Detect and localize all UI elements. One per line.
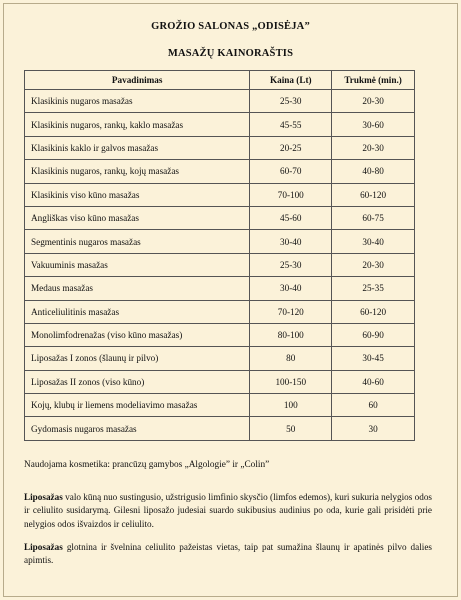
cell-duration: 20-30 <box>332 90 415 113</box>
cell-service-name: Angliškas viso kūno masažas <box>25 206 250 229</box>
cell-duration: 30-40 <box>332 230 415 253</box>
cell-price: 100-150 <box>250 370 332 393</box>
cell-price: 45-55 <box>250 113 332 136</box>
table-row <box>25 253 415 276</box>
cell-price: 25-30 <box>250 90 332 113</box>
cell-price: 70-120 <box>250 300 332 323</box>
cell-price: 80 <box>250 347 332 370</box>
paragraph-term: Liposažas <box>24 492 63 502</box>
cell-service-name: Vakuuminis masažas <box>25 253 250 276</box>
cell-service-name: Klasikinis nugaros, rankų, kaklo masažas <box>25 113 250 136</box>
cell-duration: 20-30 <box>332 253 415 276</box>
cell-duration: 25-35 <box>332 277 415 300</box>
cell-duration: 60-120 <box>332 183 415 206</box>
table-row <box>25 230 415 253</box>
liposage-paragraph-2 <box>24 541 432 568</box>
table-row <box>25 347 415 370</box>
cell-service-name: Klasikinis nugaros masažas <box>25 90 250 113</box>
column-header-duration: Trukmė (min.) <box>332 71 415 90</box>
cell-service-name: Anticeliulitinis masažas <box>25 300 250 323</box>
cell-duration: 40-80 <box>332 160 415 183</box>
table-row <box>25 370 415 393</box>
cell-duration: 20-30 <box>332 136 415 159</box>
cell-price: 45-60 <box>250 206 332 229</box>
table-row <box>25 206 415 229</box>
cell-price: 30-40 <box>250 230 332 253</box>
table-row <box>25 300 415 323</box>
table-row <box>25 394 415 417</box>
cell-price: 80-100 <box>250 323 332 346</box>
paragraph-text: valo kūną nuo sustingusio, užstrigusio limfinio skysčio (limfos edemos), kuri sukuria nelygios odos ir celiulito susidarymą. Gilesni liposažo judesiai suardo sukibusius audinius po oda, kurie gali prisidėti prie nelygios odos išvaizdos ir celiulito. <box>24 492 432 529</box>
paragraph-text: glotnina ir švelnina celiulito pažeistas vietas, taip pat sumažina šlaunų ir apatinės pilvo dalies apimtis. <box>24 542 432 566</box>
table-row <box>25 323 415 346</box>
cell-service-name: Klasikinis kaklo ir galvos masažas <box>25 136 250 159</box>
cell-price: 100 <box>250 394 332 417</box>
table-row <box>25 277 415 300</box>
table-row <box>25 160 415 183</box>
cell-duration: 40-60 <box>332 370 415 393</box>
cell-service-name: Gydomasis nugaros masažas <box>25 417 250 440</box>
cell-duration: 60 <box>332 394 415 417</box>
cell-service-name: Klasikinis nugaros, rankų, kojų masažas <box>25 160 250 183</box>
cell-duration: 30-60 <box>332 113 415 136</box>
cell-duration: 60-120 <box>332 300 415 323</box>
cell-price: 30-40 <box>250 277 332 300</box>
paragraph-term: Liposažas <box>24 542 63 552</box>
cell-service-name: Liposažas I zonos (šlaunų ir pilvo) <box>25 347 250 370</box>
table-row <box>25 113 415 136</box>
cell-service-name: Kojų, klubų ir liemens modeliavimo masažas <box>25 394 250 417</box>
cell-service-name: Liposažas II zonos (viso kūno) <box>25 370 250 393</box>
cell-duration: 30-45 <box>332 347 415 370</box>
salon-title: GROŽIO SALONAS „ODISĖJA” <box>151 21 310 32</box>
cell-duration: 60-90 <box>332 323 415 346</box>
price-list-title: MASAŽŲ KAINORAŠTIS <box>167 48 294 59</box>
price-table <box>24 70 415 441</box>
cell-price: 70-100 <box>250 183 332 206</box>
cell-service-name: Monolimfodrenažas (viso kūno masažas) <box>25 323 250 346</box>
cosmetics-note: Naudojama kosmetika: prancūzų gamybos „Algologie” ir „Colin” <box>24 460 270 470</box>
cell-price: 20-25 <box>250 136 332 159</box>
table-row <box>25 90 415 113</box>
cell-price: 25-30 <box>250 253 332 276</box>
liposage-paragraph-1 <box>24 491 432 531</box>
cell-price: 60-70 <box>250 160 332 183</box>
cell-price: 50 <box>250 417 332 440</box>
cell-duration: 60-75 <box>332 206 415 229</box>
table-row <box>25 183 415 206</box>
table-row <box>25 136 415 159</box>
table-row <box>25 417 415 440</box>
cell-service-name: Medaus masažas <box>25 277 250 300</box>
column-header-name: Pavadinimas <box>25 71 250 90</box>
cell-duration: 30 <box>332 417 415 440</box>
table-header-row <box>25 71 415 90</box>
cell-service-name: Klasikinis viso kūno masažas <box>25 183 250 206</box>
column-header-price: Kaina (Lt) <box>250 71 332 90</box>
cell-service-name: Segmentinis nugaros masažas <box>25 230 250 253</box>
